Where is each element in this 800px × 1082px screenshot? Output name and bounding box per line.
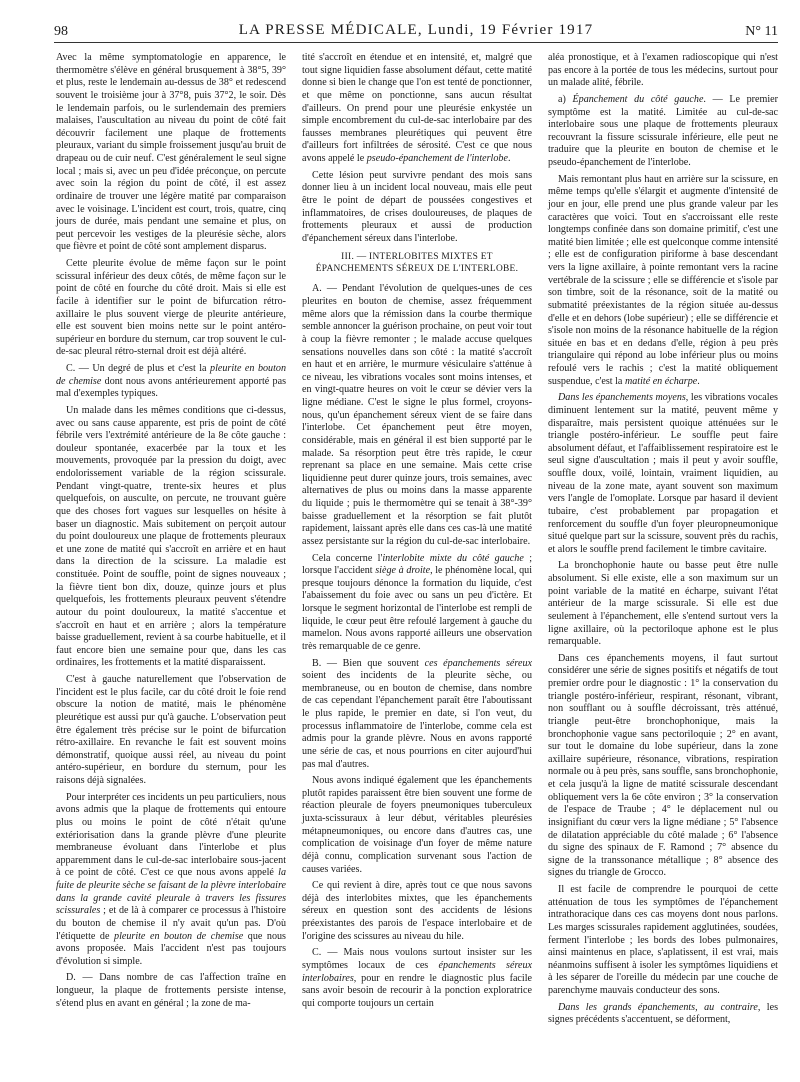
header-rule xyxy=(54,42,778,43)
paragraph: C. — Mais nous voulons surtout insister sur les symptômes locaux de ces épanchements séreux interlobaires, pour en rendre le diagnostic plus facile sans avoir besoin de recourir à la ponction exploratrice qui comporte toujours un certain xyxy=(302,947,532,1009)
paragraph: Dans ces épanchements moyens, il faut surtout considérer une série de signes positifs et négatifs de tout premier ordre pour le diagnostic : 1° la conservation du triangle postéro-inférieur, respirant, résonant, vibrant, non soufflant ou à souffle décroissant, très atténué, triangle peut-être bronchophonique, mais la bronchophonie vague sans pectoriloquie ; 2° en avant, sur tout le domaine du lobe supérieur, dans la zone axillaire supérieure, résonance, vibrations, respiration normale ou à peu près, sans souffle, sans bronchophonie, et cela jusqu'à la ligne de matité scissurale descendant obliquement vers la 6e côte environ ; 3° la conservation de l'espace de Traube ; 4° le déplacement nul ou insignifiant du cœur vers la ligne médiane ; 5° l'absence de dilatation appréciable du côté malade ; 6° l'absence du signe des spinaux de F. Ramond ; 7° absence du signe de la transsonance métallique ; 8° absence des signes du triangle de Grocco. xyxy=(548,652,778,879)
issue-number: N° 11 xyxy=(745,24,778,39)
paragraph: Avec la même symptomatologie en apparence, le thermomètre s'élève en général brusquement à 38°5, 39° et plus, reste le lendemain au-dessus de 38° et redescend souvent le troisième jour à 37°8, puis 37°2, le soir. Dès le lendemain parfois, ou le surlendemain des premiers malaises, l'auscultation au niveau du point de côté fait découvrir facilement une plaque de frottements pleuraux, variant du simple froissement jusqu'au bruit de drapeau ou de cuir neuf. C'est généralement le seul signe local ; mais si, avec un peu d'idée préconçue, on percute avec soin la région du point de côté, il est assez ordinaire de trouver une légère matité par comparaison avec le voisinage. L'incident est court, trois, quatre, cinq jours de durée, mais pendant une semaine et plus, on peut percevoir les vestiges de la pleurésie sèche, alors que fièvre et point de côté sont amplement disparus. xyxy=(56,52,286,253)
paragraph: Cette lésion peut survivre pendant des mois sans donner lieu à un incident local nouveau, mais elle peut être le point de départ de poussées congestives et inflammatoires, de crises douloureuses, de plaques de frottements pleuraux et aussi de production d'épanchement séreux dans l'interlobe. xyxy=(302,169,532,244)
column-left xyxy=(56,52,286,1014)
paragraph: Dans les épanchements moyens, les vibrations vocales diminuent lentement sur la matité, peuvent même y disparaître, mais persistent quoique atténuées sur le triangle postéro-inférieur. Le souffle peut faire absolument défaut, et l'affaiblissement respiratoire est le seul signe d'auscultation ; mais il peut y avoir souffle, souffle doux, voilé, lointain, vraiment liquidien, au niveau de la zone mate, ayant souvent son maximum vers l'angle de l'omoplate. Lorsque par hasard il devient tubaire, c'est probablement par propagation et renforcement du souffle d'un foyer pleuropneumonique situé quelque part sur la scissure, souvent près du rachis, et alors le souffle prend facilement le timbre cavitaire. xyxy=(548,392,778,555)
journal-title: LA PRESSE MÉDICALE, Lundi, 19 Février 1917 xyxy=(238,22,594,38)
column-right xyxy=(548,52,778,1031)
paragraph: A. — Pendant l'évolution de quelques-unes de ces pleurites en bouton de chemise, assez fréquemment même alors que la rémission dans la courbe thermique semble annoncer la guérison prochaine, on peut voir tout à coup la fièvre remonter ; le malade accuse quelques sensations nouvelles dans son côté : la matité s'accroît en haut et en arrière, le murmure vésiculaire s'atténue à ce niveau, les vibrations vocales sont moins intenses, et en vingt-quatre heures on voit le cœur se dévier vers la ligne médiane. C'est le signe le plus formel, croyons-nous, qu'un épanchement séreux vient de se faire dans l'interlobe. Cet épanchement peut être moyen, considérable, mais en général il est bien supporté par le malade. Sa résorption peut être très rapide, le cœur reprenant sa place en une semaine. Mais cette crise liquidienne peut durer quinze jours, trois semaines, avec alternatives de plus ou moins dans la masse apparente du liquide ; puis le thermomètre qui se tenait à 38°-39° baisse graduellement et la résorption se fait plutôt rapidement, laissant après elle dans ces cas-là une matité assez persistante sur la région du cul-de-sac interlobaire. xyxy=(302,283,532,547)
paragraph: D. — Dans nombre de cas l'affection traîne en longueur, la plaque de frottements persiste intense, s'étend plus en avant en général ; la zone de ma- xyxy=(56,972,286,1009)
page-header xyxy=(54,20,778,44)
paragraph: aléa pronostique, et à l'examen radioscopique qui n'est pas encore à la portée de tous les médecins, surtout pour un malade alité, fébrile. xyxy=(548,52,778,89)
paragraph: Nous avons indiqué également que les épanchements plutôt rapides paraissent être bien souvent une forme de réaction pleurale de foyers pneumoniques tuberculeux juxta-scissuraux à leur début, véritables pleurésies métapneumoniques, ou encore dans d'autres cas, une complication de voisinage d'un foyer de même nature déjà connu, complication survenant sous l'action de causes variées. xyxy=(302,775,532,875)
paragraph: tité s'accroît en étendue et en intensité, et, malgré que tout signe liquidien fasse absolument défaut, cette matité donne si bien le change que l'on est tenté de ponctionner, et que même on ponctionne, sans aucun résultat d'ailleurs. On prend pour une pleurésie enkystée un simple encombrement du cul-de-sac interlobaire par des fausses membranes pleurétiques qui peuvent être d'ailleurs fort infiltrées de sérosité. C'est ce que nous avons appelé le pseudo-épanchement de l'interlobe. xyxy=(302,52,532,164)
paragraph: Ce qui revient à dire, après tout ce que nous savons déjà des interlobites mixtes, que les épanchements séreux en question sont des accidents de lésions préexistantes des parois de l'espace interlobaire et de l'origine des scissures au niveau du hile. xyxy=(302,880,532,942)
paragraph: La bronchophonie haute ou basse peut être nulle absolument. Si elle existe, elle a son maximum sur un point variable de la matité en écharpe, suivant l'état antérieur de la marge scissurale. Si elle est due seulement à l'épanchement, elle s'entend surtout vers la ligne axillaire, où la pectoriloque aphone est le plus remarquable. xyxy=(548,560,778,648)
paragraph: Il est facile de comprendre le pourquoi de cette atténuation de tous les symptômes de l'épanchement intrathoracique dans ces cas moyens dont nous parlons. Les marges scissurales rapidement agglutinées, soudées, ferment l'interlobe ; les bords des lobes pulmonaires, ainsi maintenus en place, s'aplatissent, il est vrai, mais néanmoins suffisent à isoler les symptômes liquidiens et à les séparer de l'oreille du médecin par une couche de parenchyme mauvais conducteur des sons. xyxy=(548,884,778,996)
paragraph: Mais remontant plus haut en arrière sur la scissure, en même temps qu'elle s'élargit et augmente d'intensité de jour en jour, elle prend une plus grande valeur par les caractères que voici. Tout en s'accroissant elle reste longtemps confinée dans son domaine primitif, c'est une matité bien limitée ; elle est quelconque comme intensité ; elle est de configuration piriforme à base descendant vers la ligne axillaire, à pointe remontant vers la racine vertébrale de la scissure ; elle se différencie et s'isole par son timbre, soit de la résonance, soit de la matité ou submatité préexistantes de la région située au-dessus d'elle et en dehors (lobe supérieur) ; elle se différencie et s'isole non moins de la résonance habituelle de la région située en bas et en dedans d'elle, région à peu près triangulaire qui répond au lobe inférieur plus ou moins refoulé vers le rachis ; c'est la matité obliquement suspendue, c'est la matité en écharpe. xyxy=(548,173,778,387)
paragraph: Dans les grands épanchements, au contraire, les signes précédents s'accentuent, se déforment, xyxy=(548,1001,778,1026)
paragraph: Pour interpréter ces incidents un peu particuliers, nous avons admis que la plaque de frottements qui entoure plus ou moins le point de côté n'était qu'une extériorisation dans la grande plèvre d'une pleurite membraneuse évoluant dans l'interlobe et plus apparemment dans le cul-de-sac interlobaire sous-jacent à ce point de côté. C'est ce que nous avons appelé la fuite de pleurite sèche se faisant de la plèvre interlobaire dans la grande cavité pleurale à travers les fissures scissurales ; et de là à comparer ce processus à l'histoire du bouton de chemise il n'y avait qu'un pas. D'où l'étiquette de pleurite en bouton de chemise que nous avons proposée. Mais l'accident n'est pas toujours d'évolution si simple. xyxy=(56,791,286,967)
column-middle xyxy=(302,52,532,1014)
paragraph: B. — Bien que souvent ces épanchements séreux soient des incidents de la pleurite sèche, ou membraneuse, ou en bouton de chemise, dans nombre de cas cependant l'épanchement paraît être l'aboutissant le plus rapide, le premier en date, si l'on veut, du processus inflammatoire de l'interlobe, comme cela est admis pour la grande plèvre. Nous en avons rapporté une série de cas, et nous pourrions en citer aujourd'hui pas mal d'autres. xyxy=(302,657,532,770)
section-heading: III. — INTERLOBITES MIXTES ET ÉPANCHEMENTS SÉREUX DE L'INTERLOBE. xyxy=(315,252,519,275)
paragraph: Cette pleurite évolue de même façon sur le point scissural inférieur des deux côtés, de même façon sur le point de côté en fourche du côté droit. Mais si elle est facile à identifier sur le point de bifurcation rétro-axillaire le plus souvent vierge de pleurite antérieure, elle est souvent bien moins nette sur le point antéro-supérieur en bordure du sternum, car trop souvent le cul-de-sac pleural rétro-sternal droit est déjà altéré. xyxy=(56,258,286,358)
paragraph: a) Épanchement du côté gauche. — Le premier symptôme est la matité. Limitée au cul-de-sac interlobaire sous une plaque de frottements pleuraux recouvrant la fissure scissurale inférieure, elle peut ne traduire que la pleurite en bouton de chemise et le pseudo-épanchement de l'interlobe. xyxy=(548,93,779,168)
paragraph: C. — Un degré de plus et c'est la pleurite en bouton de chemise dont nous avons antérieurement apporté pas mal d'exemples typiques. xyxy=(56,363,286,400)
paragraph: C'est à gauche naturellement que l'observation de l'incident est le plus facile, car du côté droit le foie rend obscure la notion de matité, mais le phénomène pleurétique est aussi pur qu'à gauche. L'observation peut être également très précise sur le point de bifurcation rétro-axillaire. En revanche le fait est souvent moins démonstratif, quoique aussi réel, au niveau du point antéro-supérieur, en bordure du sternum, pour les raisons déjà signalées. xyxy=(56,674,286,786)
paragraph: Un malade dans les mêmes conditions que ci-dessus, avec ou sans cause apparente, est pris de point de côté fébrile vers l'extrémité antérieure de la 8e côte gauche : douleur spontanée, exacerbée par la toux et les mouvements, provoquée par la pression du doigt, avec endolorissement variable de la région scissurale. Pendant vingt-quatre, trente-six heures et plus quelquefois, on ausculte, on percute, ne trouvant guère que des choses fort vagues sur lesquelles on hésite à baser un diagnostic. Mais subitement on perçoit autour du point douloureux une plaque de frottements pleuraux et une zone de matité qui s'accroît en arrière et en haut dans la direction de la scissure. La maladie est constituée. Point de souffle, point de signes nouveaux ; la fièvre tient bon dix, douze, quinze jours et plus quelquefois, les frottements pleuraux peuvent s'étendre autour du point douloureux, la matité s'accentue et s'accroît en haut et en arrière ; alors la température baisse graduellement, revient à sa courbe habituelle, et il faut encore bien une semaine pour que, dans les cas ordinaires, les frottements et la matité disparaissent. xyxy=(56,404,286,669)
paragraph: Cela concerne l'interlobite mixte du côté gauche ; lorsque l'accident siège à droite, le phénomène local, qui presque toujours dénonce la formation du liquide, c'est l'abaissement du foie avec ou sans un peu d'ictère. Et lorsque le segment horizontal de l'interlobe est rempli de liquide, le cœur peut être refoulé largement à gauche du mamelon. Nous avons rapporté ailleurs une observation très remarquable de ce genre. xyxy=(302,552,532,652)
page-number: 98 xyxy=(54,24,68,39)
